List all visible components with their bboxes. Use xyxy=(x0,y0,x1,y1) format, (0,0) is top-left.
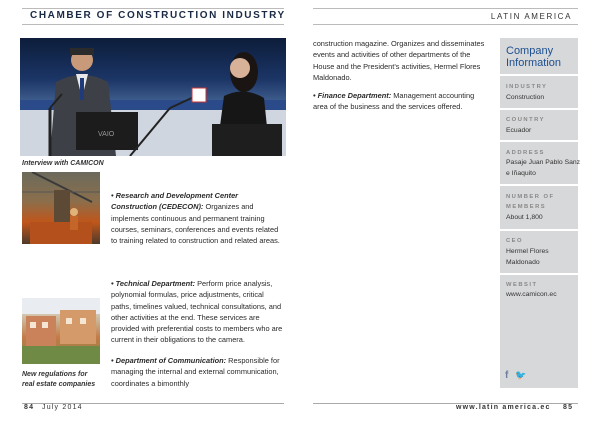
svg-text:VAIO: VAIO xyxy=(98,131,115,138)
tech-paragraph xyxy=(111,278,283,346)
divider xyxy=(500,140,578,142)
comm-text: Responsible for managing the internal and external communication, coordinates a bimonthly xyxy=(111,356,280,388)
main-photo-caption: Interview with CAMICON xyxy=(22,160,104,167)
real-estate-caption: New regulations for real estate companies xyxy=(22,371,96,388)
sidebar-title-line2: Information xyxy=(506,57,562,69)
ceo-value-line2: Maldonado xyxy=(506,259,540,266)
divider xyxy=(500,273,578,275)
website-value[interactable]: www.camicon.ec xyxy=(506,291,557,298)
section-title: CHAMBER OF CONSTRUCTION INDUSTRY xyxy=(30,10,286,21)
address-value-line2: e Iñaquito xyxy=(506,170,536,177)
rd-paragraph xyxy=(111,190,283,246)
bullet: • xyxy=(111,356,114,365)
page-number-left: 84 xyxy=(24,404,35,411)
address-value-line1: Pasaje Juan Pablo Sanz xyxy=(506,159,581,166)
issue-date: July 2014 xyxy=(42,404,83,411)
comm-paragraph xyxy=(111,355,283,389)
facebook-icon[interactable]: f xyxy=(505,370,509,381)
divider xyxy=(500,74,578,76)
members-heading-line2: MEMBERS xyxy=(506,204,547,210)
bullet: • xyxy=(111,279,114,288)
ceo-heading: CEO xyxy=(506,238,524,244)
sidebar-title xyxy=(506,45,561,69)
finance-label: Finance Department: xyxy=(317,91,392,100)
region-title: LATIN AMERICA xyxy=(490,12,572,21)
address-heading: ADDRESS xyxy=(506,150,545,156)
sidebar-title-line1: Company xyxy=(506,45,554,57)
real-estate-photo xyxy=(22,298,100,364)
bullet: • xyxy=(111,191,114,200)
finance-paragraph xyxy=(313,90,491,113)
twitter-icon[interactable]: 🐦 xyxy=(515,370,527,380)
industry-value: Construction xyxy=(506,94,545,101)
bullet: • xyxy=(313,91,316,100)
industry-heading: INDUSTRY xyxy=(506,84,548,90)
ceo-value-line1: Hermel Flores xyxy=(506,248,549,255)
divider xyxy=(500,184,578,186)
country-heading: COUNTRY xyxy=(506,117,545,123)
interview-photo xyxy=(20,38,286,156)
website-heading: WEBSIT xyxy=(506,282,538,288)
buildings-illustration xyxy=(22,298,100,364)
footer-website: www.latin america.ec xyxy=(456,404,551,411)
finance-text: Management accounting area of the business and the services offered. xyxy=(313,91,475,112)
divider xyxy=(500,108,578,110)
comm-continued: construction magazine. Organizes and disseminates events and activities of other departments of the House and the President's activities, Hermel Flores Maldonado. xyxy=(313,39,485,82)
tech-label: Technical Department: xyxy=(115,279,196,288)
construction-illustration xyxy=(22,172,100,244)
construction-site-photo xyxy=(22,172,100,244)
rd-text: Organizes and implements continuous and permanent training courses, seminars, conferences and events related to training related to construction and related areas. xyxy=(111,202,280,246)
country-value: Ecuador xyxy=(506,127,532,134)
page-number-right: 85 xyxy=(563,404,574,411)
comm-label: Department of Communication: xyxy=(115,356,227,365)
members-heading-line1: NUMBER OF xyxy=(506,194,555,200)
members-value: About 1,800 xyxy=(506,214,543,221)
tech-text: Perform price analysis, polynomial formulas, price adjustments, critical paths, timelines valued, technical consultations, and other activities at the end. These services are provided with preferential costs to members who are current in their obligations to the camera. xyxy=(111,279,283,345)
divider xyxy=(500,229,578,231)
interview-illustration xyxy=(20,38,286,156)
rd-label: Research and Development Center Construction (CEDECON): xyxy=(111,191,239,212)
